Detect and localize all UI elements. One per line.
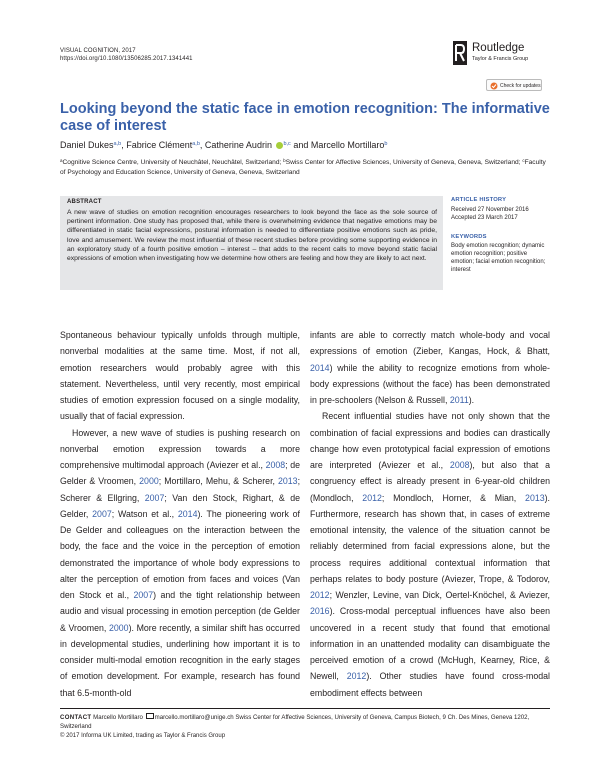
publisher-logo (453, 41, 549, 67)
author-name[interactable]: Fabrice Clément (126, 140, 193, 150)
citation-link[interactable]: 2000 (139, 476, 159, 487)
doi-link[interactable]: https://doi.org/10.1080/13506285.2017.1341441 (60, 56, 193, 62)
keywords-list: Body emotion recognition; dynamic emotion recognition; positive emotion; facial emotion recognition; interest (451, 243, 546, 273)
author-affil-sup: b,c (283, 141, 291, 147)
affiliation-a: Cognitive Science Centre, University of Neuchâtel, Neuchâtel, Switzerland; (62, 159, 282, 166)
citation-link[interactable]: 2012 (362, 492, 382, 503)
citation-link[interactable]: 2008 (449, 460, 470, 470)
journal-header (60, 47, 193, 63)
citation-link[interactable]: 2016 (310, 606, 330, 617)
body-column-right (310, 327, 550, 701)
author-affil-sup: a,b (192, 141, 200, 147)
citation-link[interactable]: 2013 (277, 476, 298, 487)
keywords-heading: KEYWORDS (451, 234, 487, 240)
citation-link[interactable]: 2007 (144, 492, 165, 503)
received-date: Received 27 November 2016 (451, 207, 529, 213)
citation-link[interactable]: 2007 (133, 590, 154, 600)
author-name[interactable]: Daniel Dukes (60, 140, 114, 150)
accepted-date: Accepted 23 March 2017 (451, 215, 518, 221)
affiliation-b: Swiss Center for Affective Sciences, University of Geneva, Geneva, Switzerland; (285, 159, 521, 166)
abstract-heading: ABSTRACT (67, 199, 102, 205)
article-history-heading: ARTICLE HISTORY (451, 197, 507, 203)
body-paragraph: Recent influential studies have not only shown that the combination of facial expressions and bodies can drastically change how even prototypical facial expression of emotions are interpreted (Aviezer et al., 2008), but also that a congruency effect is already present in 6-year-old children (Mondloch, 2012; Mondloch, Horner, & Mian, 2013). Furthermore, research has shown that, in cases of extreme emotional intensity, the valence of the situation cannot be reliably determined from facial expressions alone, but the process requires additional contextual information that perhaps relates to body posture (Aviezer, Trope, & Todorov, 2012; Wenzler, Levine, van Dick, Oertel-Knöchel, & Aviezer, 2016). Cross-modal perceptual influences have also been uncovered in a recent study that found that emotional information in an unattended modality can disambiguate the perceived emotion of a crowd (McHugh, Kearney, Rice, & Newell, 2012). Other studies have found cross-modal embodiment effects between (310, 411, 550, 698)
contact-address: Swiss Center for Affective Sciences, University of Geneva, Campus Biotech, 9 Ch. Des Mines, Geneva 1202, Switzerland (60, 714, 530, 730)
email-icon (146, 713, 154, 719)
affiliation-c: Faculty of Psychology and Education Science, University of Geneva, Geneva, Switzerland (60, 159, 546, 176)
citation-link[interactable]: 2014 (177, 508, 198, 519)
abstract-text: A new wave of studies on emotion recognition encourages researchers to look beyond the face as the sole source of pertinent information. One study has proposed that, while there is overwhelming evidence that negative emotions may be differentiated in static facial expressions, postural information is needed to differentiate positive emotions such as pride, love and amusement. We review the most influential of these recent studies before providing some supporting evidence in an exploratory study of a fourth positive emotion – interest – that adds to the recent calls to move beyond static facial expressions of emotion when investigating how we determine how others are feeling and how they are likely to act next. (67, 209, 437, 263)
citation-link[interactable]: 2000 (108, 622, 129, 633)
body-column-left (60, 327, 300, 701)
citation-link[interactable]: 2008 (265, 460, 286, 470)
contact-email[interactable]: marcello.mortillaro@unige.ch (154, 714, 234, 721)
contact-name: Marcello Mortillaro (93, 714, 143, 721)
body-paragraph: Spontaneous behaviour typically unfolds through multiple, nonverbal modalities at the same time. Most, if not all, emotion researchers would probably agree with this statement. Nevertheless, until very recently, most empirical studies of emotion expression focused on a single modality, usually that of facial expression. (60, 330, 300, 422)
body-paragraph: infants are able to correctly match whole-body and vocal expressions of emotion (Zieber, Kangas, Hock, & Bhatt, 2014) while the ability to recognize emotions from whole-body expressions (without the face) has been demonstrated in pre-schoolers (Nelson & Russell, 2011). (310, 330, 550, 405)
citation-link[interactable]: 2013 (525, 492, 545, 503)
citation-link[interactable]: 2007 (92, 508, 112, 519)
author-affil-sup: a,b (113, 141, 122, 147)
author-name[interactable]: Marcello Mortillaro (310, 140, 385, 150)
journal-name: VISUAL COGNITION, 2017 (60, 48, 136, 54)
citation-link[interactable]: 2012 (310, 590, 330, 600)
author-affil-sup: b (384, 141, 388, 147)
author-list: Daniel Dukes$^{a,b}$, Fabrice Clément$^{a,b}$, Catherine Audrin $^{b,c}$ and Marcello Mortillaro$^b$ (60, 140, 388, 150)
citation-link[interactable]: 2014 (310, 362, 330, 373)
check-updates-label: Check for updates (500, 83, 541, 89)
affiliations: $^a$Cognitive Science Centre, University of Neuchâtel, Neuchâtel, Switzerland; $^b$Swiss Center for Affective Sciences, University of Geneva, Geneva, Switzerland; $^c$Faculty of Psychology and Education Science, University of Geneva, Geneva, Switzerland (60, 158, 546, 176)
article-history (451, 206, 529, 222)
author-name[interactable]: Catherine Audrin (204, 140, 272, 150)
citation-link[interactable]: 2012 (346, 671, 367, 682)
copyright-notice: © 2017 Informa UK Limited, trading as Taylor & Francis Group (60, 733, 226, 739)
publisher-name: Routledge (472, 42, 525, 54)
crossmark-icon (490, 82, 498, 90)
publisher-subtitle: Taylor & Francis Group (472, 56, 529, 62)
check-for-updates-button[interactable] (486, 79, 542, 91)
body-paragraph: However, a new wave of studies is pushing research on nonverbal emotion expression towards a more comprehensive multimodal approach (Aviezer et al., 2008; de Gelder & Vroomen, 2000; Mortillaro, Mehu, & Scherer, 2013; Scherer & Ellgring, 2007; Van den Stock, Righart, & de Gelder, 2007; Watson et al., 2014). The pioneering work of De Gelder and colleagues on the interaction between the body, the face and the voice in the perception of emotion demonstrated the importance of whole body expressions to alter the perception of emotion from faces and voices (Van den Stock et al., 2007) and the tight relationship between audio and visual processing in emotion perception (de Gelder & Vroomen, 2000). More recently, a similar shift has occurred in developmental studies, underlining how important it is to consider multi-modal emotion recognition in the early stages of emotion development. For example, research has found that 6.5-month-old (60, 427, 301, 698)
contact-info (60, 713, 552, 731)
routledge-r-icon (453, 41, 467, 65)
contact-label: CONTACT (60, 714, 92, 721)
footer-divider (60, 708, 550, 709)
article-title: Looking beyond the static face in emotion recognition: The informative case of interest (60, 101, 550, 134)
citation-link[interactable]: 2011 (449, 395, 469, 405)
